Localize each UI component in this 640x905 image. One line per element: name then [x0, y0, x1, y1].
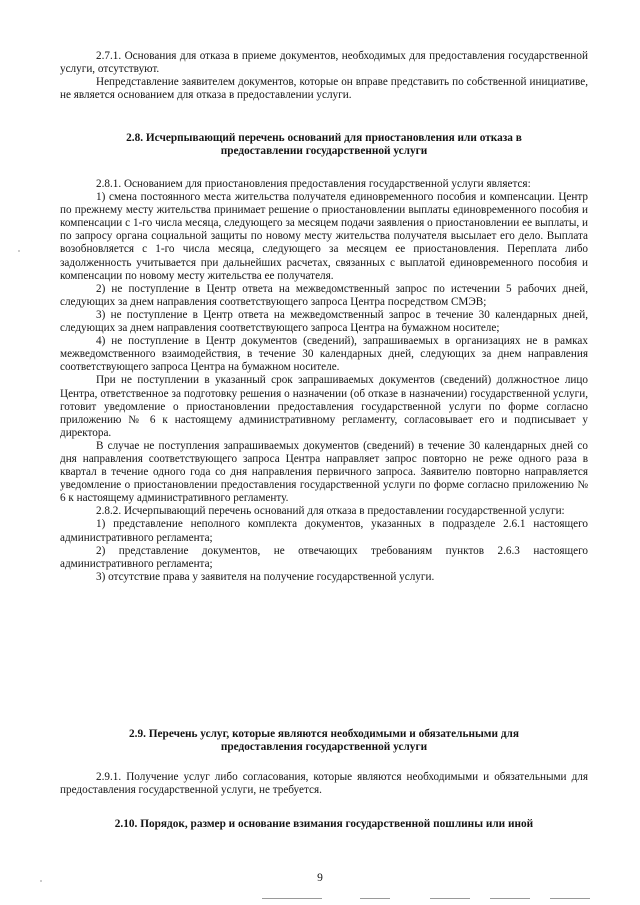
paragraph-2-8-2: 2.8.2. Исчерпывающий перечень оснований для отказа в предоставлении государственной услуги: — [96, 505, 565, 518]
section-2-9-heading-block — [60, 728, 588, 755]
paragraph-not-received: При не поступлении в указанный срок запрашиваемых документов (сведений) должностное лицо Центра, ответственное за подготовку решения о назначении (об отказе в назначении) государственной услуги, готовит уведомление о приостановлении предоставления государственной услуги по форме согласно приложению № 6 к настоящему административному регламенту, согласовывает его и подписывает у директора. — [60, 374, 588, 439]
scan-mark — [550, 898, 590, 899]
scan-mark — [490, 898, 530, 899]
scan-footer-marks — [0, 895, 640, 905]
list-item-2-8-2-3: 3) отсутствие права у заявителя на получение государственной услуги. — [96, 570, 435, 583]
list-item-2-8-1-4: 4) не поступление в Центр документов (сведений), запрашиваемых в организациях не в рамках межведомственного взаимодействия, в течение 30 календарных дней, следующих за днем направления соответствующего запроса Центра на бумажном носителе. — [60, 335, 588, 374]
section-heading-2-8: 2.8. Исчерпывающий перечень оснований для приостановления или отказа в предоставлении государственной услуги — [126, 132, 522, 158]
scan-mark — [262, 898, 322, 899]
paragraph-nonsubmission: Непредставление заявителем документов, которые он вправе представить по собственной инициативе, не является основанием для отказа в предоставлении услуги. — [60, 76, 588, 102]
scan-speck — [40, 880, 42, 882]
scan-mark — [430, 898, 470, 899]
paragraph-2-8-1: 2.8.1. Основанием для приостановления предоставления государственной услуги является: — [96, 178, 531, 190]
body-block-top — [60, 50, 588, 102]
page-number: 9 — [317, 872, 323, 884]
list-item-2-8-1-3: 3) не поступление в Центр ответа на межведомственный запрос в течение 30 календарных дней, следующих за днем направления соответствующего запроса Центра на бумажном носителе; — [60, 308, 588, 335]
list-item-2-8-1-2: 2) не поступление в Центр ответа на межведомственный запрос по истечении 5 рабочих дней, следующих за днем направления соответствующего запроса Центра посредством СМЭВ; — [60, 282, 588, 308]
section-heading-2-9: 2.9. Перечень услуг, которые являются необходимыми и обязательными для предоставления государственной услуги — [128, 728, 520, 754]
scan-mark — [360, 898, 390, 899]
list-item-2-8-1-1: 1) смена постоянного места жительства получателя единовременного пособия и компенсации. Центр по прежнему месту жительства принимает решение о приостановлении выплаты единовременного пособия и компенсации с 1-го числа месяца, следующего за месяцем подачи заявления о приостановлении ее выплаты, и по запросу органа социальной защиты по новому месту жительства получателя высылает его дело. Выплата возобновляется с 1-го числа месяца, следующего за месяцем ее приостановления. Переплата либо задолженность учитывается при дальнейших расчетах, связанных с выплатой единовременного пособия и компенсации по новому месту жительства ее получателя. — [60, 191, 588, 282]
body-block-2-8 — [60, 178, 588, 584]
body-block-2-9 — [60, 771, 588, 797]
paragraph-2-9-1: 2.9.1. Получение услуг либо согласования, которые являются необходимыми и обязательными для предоставления государственной услуги, не требуется. — [60, 771, 588, 797]
paragraph-2-7-1: 2.7.1. Основания для отказа в приеме документов, необходимых для предоставления государственной услуги, отсутствуют. — [60, 50, 588, 76]
section-2-10-heading-block — [60, 818, 588, 831]
list-item-2-8-2-1: 1) представление неполного комплекта документов, указанных в подразделе 2.6.1 настоящего административного регламента; — [60, 518, 588, 544]
list-item-2-8-2-2: 2) представление документов, не отвечающих требованиям пунктов 2.6.3 настоящего административного регламента; — [60, 544, 588, 570]
scan-speck — [18, 250, 20, 252]
section-heading-2-10: 2.10. Порядок, размер и основание взимания государственной пошлины или иной — [114, 818, 534, 830]
section-2-8-heading-block — [60, 132, 588, 159]
paragraph-30-days: В случае не поступления запрашиваемых документов (сведений) в течение 30 календарных дней со дня направления соответствующего запроса Центра направляет запрос повторно не реже одного раза в квартал в течение одного года со дня направления первичного запроса. Заявителю повторно направляется уведомление о приостановлении предоставления государственной услуги по форме согласно приложению № 6 к настоящему административного регламенту. — [60, 439, 588, 505]
